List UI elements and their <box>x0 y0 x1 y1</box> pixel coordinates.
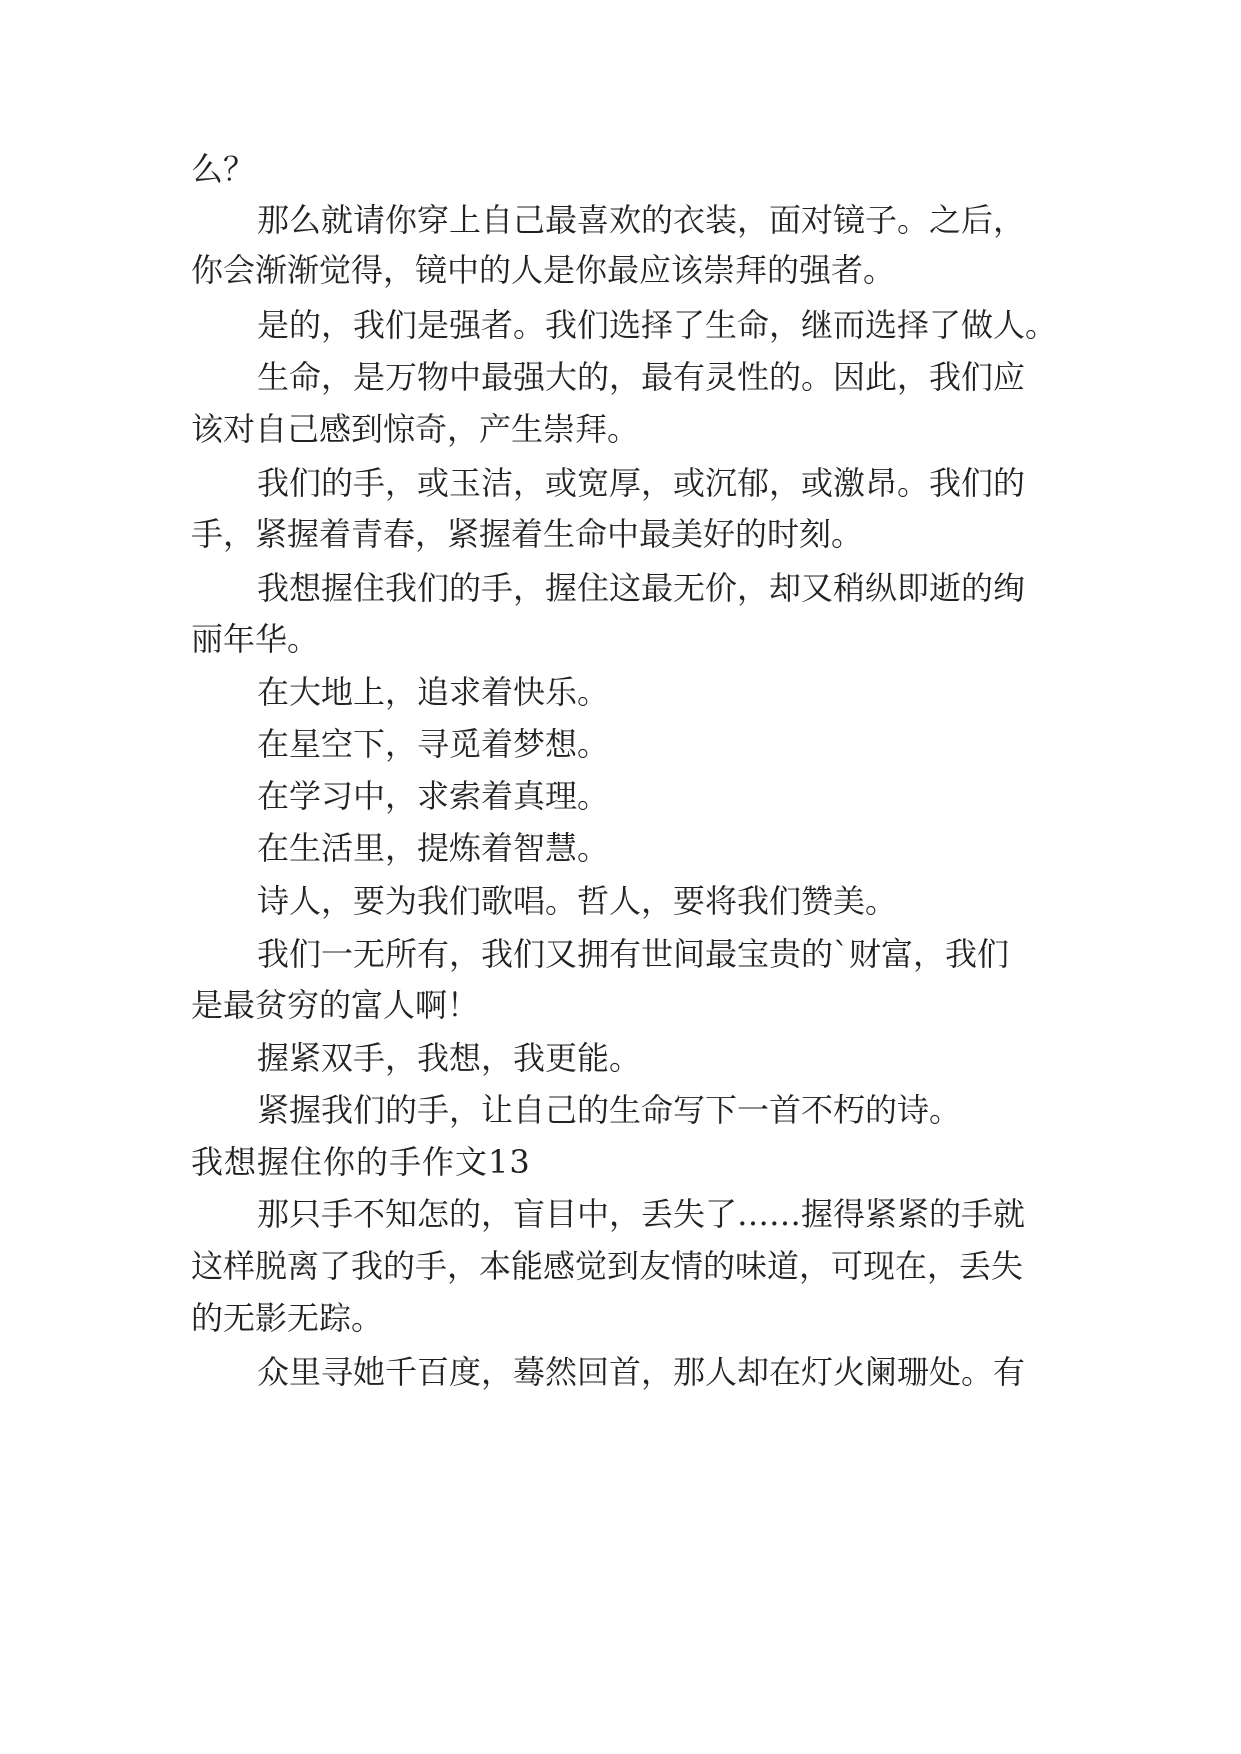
paragraph-start: 那只手不知怎的，盲目中，丢失了……握得紧紧的手就 <box>257 1195 1026 1233</box>
paragraph-start: 在大地上，追求着快乐。 <box>257 673 610 711</box>
paragraph-start: 握紧双手，我想，我更能。 <box>257 1039 642 1077</box>
text-line: 么？ <box>191 150 256 188</box>
paragraph-start: 我们一无所有，我们又拥有世间最宝贵的`财富，我们 <box>257 935 1010 973</box>
paragraph-start: 在星空下，寻觅着梦想。 <box>257 725 610 763</box>
paragraph-start: 生命，是万物中最强大的，最有灵性的。因此，我们应 <box>257 358 1026 396</box>
text-line: 手，紧握着青春，紧握着生命中最美好的时刻。 <box>191 515 864 553</box>
paragraph-start: 是的，我们是强者。我们选择了生命，继而选择了做人。 <box>257 306 1058 344</box>
paragraph-start: 那么就请你穿上自己最喜欢的衣装，面对镜子。之后， <box>257 201 1026 239</box>
paragraph-start: 诗人，要为我们歌唱。哲人，要将我们赞美。 <box>257 882 898 920</box>
paragraph-start: 众里寻她千百度，蓦然回首，那人却在灯火阑珊处。有 <box>257 1353 1026 1391</box>
text-line: 这样脱离了我的手，本能感觉到友情的味道，可现在，丢失 <box>191 1247 1024 1285</box>
paragraph-start: 在学习中，求索着真理。 <box>257 777 610 815</box>
text-line: 是最贫穷的富人啊！ <box>191 986 480 1024</box>
paragraph-start: 我们的手，或玉洁，或宽厚，或沉郁，或激昂。我们的 <box>257 464 1026 502</box>
paragraph-start: 紧握我们的手，让自己的生命写下一首不朽的诗。 <box>257 1091 962 1129</box>
paragraph-start: 我想握住我们的手，握住这最无价，却又稍纵即逝的绚 <box>257 569 1026 607</box>
text-line: 丽年华。 <box>191 620 320 658</box>
text-line: 该对自己感到惊奇，产生崇拜。 <box>191 410 640 448</box>
text-line: 的无影无踪。 <box>191 1299 384 1337</box>
text-line: 你会渐渐觉得，镜中的人是你最应该崇拜的强者。 <box>191 251 896 289</box>
section-heading: 我想握住你的手作文13 <box>191 1143 531 1181</box>
paragraph-start: 在生活里，提炼着智慧。 <box>257 829 610 867</box>
